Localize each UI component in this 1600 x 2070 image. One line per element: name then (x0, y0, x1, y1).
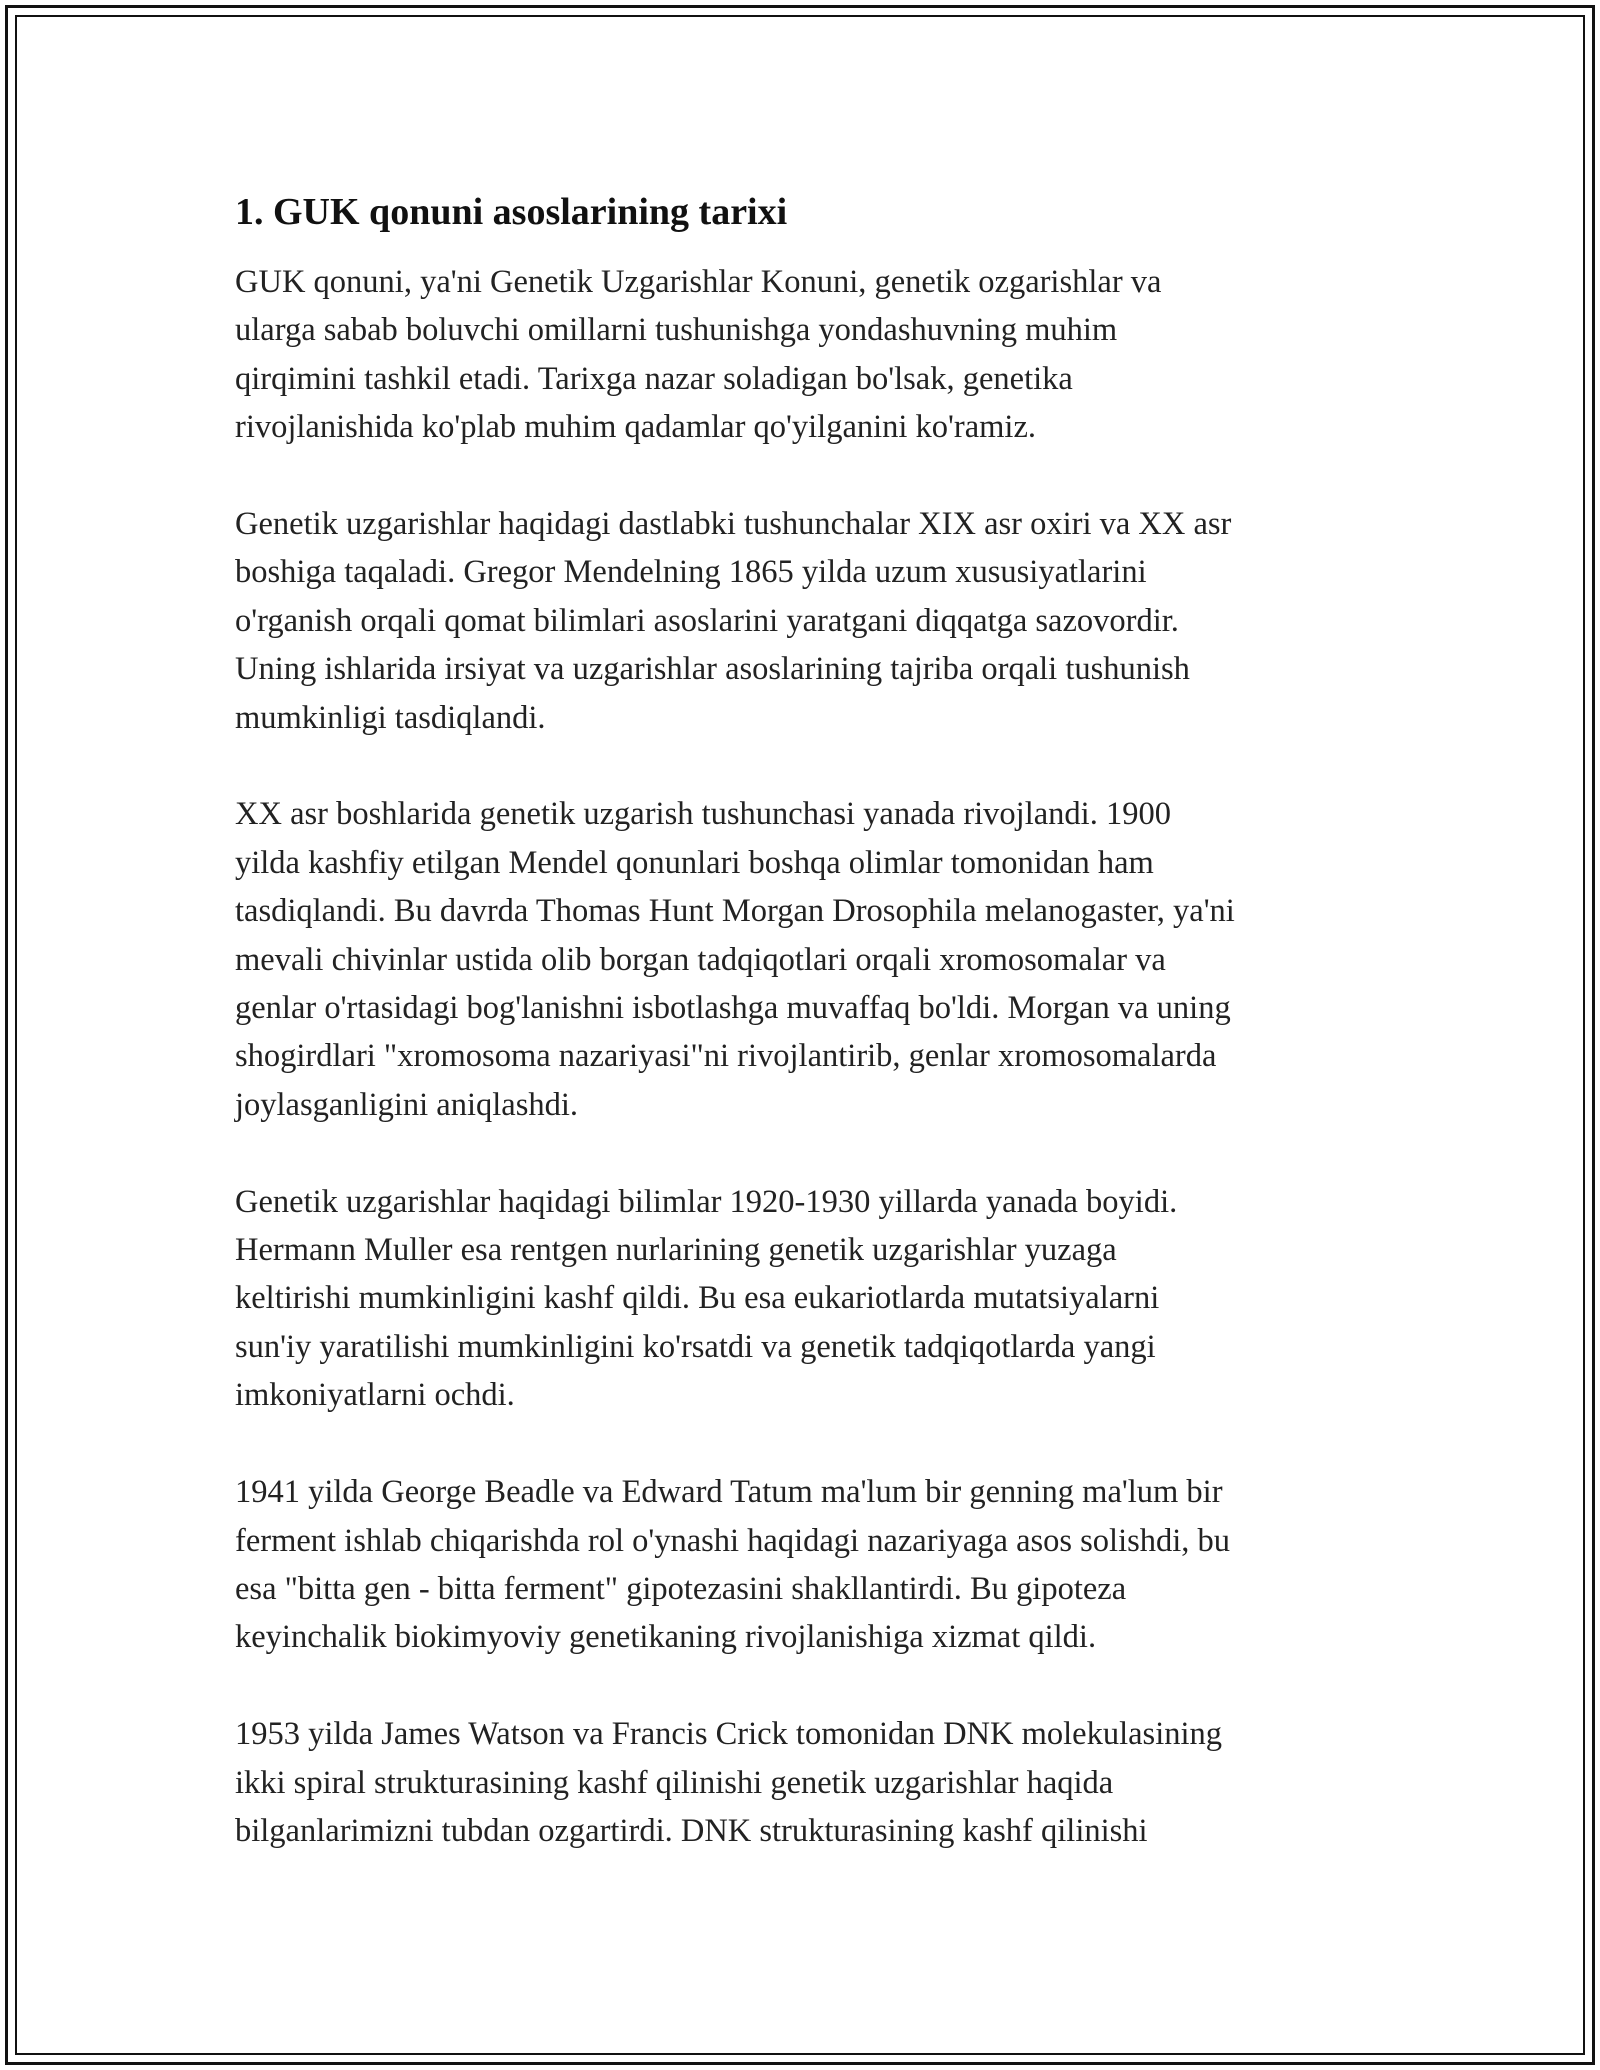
paragraph-5 (235, 1468, 1385, 1662)
document-title: 1. GUK qonuni asoslarining tarixi (235, 191, 788, 233)
text-line: genlar o'rtasidagi bog'lanishni isbotlashga muvaffaq bo'ldi. Morgan va uning (235, 990, 1231, 1027)
text-line: ferment ishlab chiqarishda rol o'ynashi haqidagi nazariyaga asos solishdi, bu (235, 1522, 1231, 1559)
text-line: Genetik uzgarishlar haqidagi bilimlar 1920-1930 yillarda yanada boyidi. (235, 1183, 1178, 1220)
text-line: sun'iy yaratilishi mumkinligini ko'rsatdi va genetik tadqiqotlarda yangi (235, 1328, 1156, 1365)
text-line: tasdiqlandi. Bu davrda Thomas Hunt Morgan Drosophila melanogaster, ya'ni (235, 893, 1235, 930)
text-line: GUK qonuni, ya'ni Genetik Uzgarishlar Konuni, genetik ozgarishlar va (235, 264, 1162, 300)
paragraph-4 (235, 1178, 1385, 1420)
text-line: qirqimini tashkil etadi. Tarixga nazar soladigan bo'lsak, genetika (235, 360, 1073, 397)
text-line: joylasganligini aniqlashdi. (235, 1086, 579, 1123)
text-line: esa "bitta gen - bitta ferment" gipotezasini shakllantirdi. Bu gipoteza (235, 1570, 1127, 1607)
text-line: Hermann Muller esa rentgen nurlarining genetik uzgarishlar yuzaga (235, 1232, 1117, 1269)
paragraph-3 (235, 790, 1385, 1129)
text-line: keyinchalik biokimyoviy genetikaning rivojlanishiga xizmat qildi. (235, 1619, 1097, 1656)
paragraph-1 (235, 258, 1385, 452)
document-body (235, 188, 1385, 1904)
text-line: ikki spiral strukturasining kashf qilinishi genetik uzgarishlar haqida (235, 1764, 1114, 1801)
text-line: Uning ishlarida irsiyat va uzgarishlar asoslarining tajriba orqali tushunish (235, 651, 1190, 688)
paragraph-6 (235, 1710, 1385, 1855)
text-line: mevali chivinlar ustida olib borgan tadqiqotlari orqali xromosomalar va (235, 941, 1166, 978)
text-line: o'rganish orqali qomat bilimlari asoslarini yaratgani diqqatga sazovordir. (235, 602, 1179, 639)
text-line: bilganlarimizni tubdan ozgartirdi. DNK strukturasining kashf qilinishi (235, 1812, 1148, 1849)
paragraph-2 (235, 500, 1385, 742)
text-line: XX asr boshlarida genetik uzgarish tushunchasi yanada rivojlandi. 1900 (235, 796, 1171, 833)
text-line: imkoniyatlarni ochdi. (235, 1377, 515, 1414)
text-line: rivojlanishida ko'plab muhim qadamlar qo'yilganini ko'ramiz. (235, 409, 1037, 446)
text-line: shogirdlari "xromosoma nazariyasi"ni rivojlantirib, genlar xromosomalarda (235, 1038, 1217, 1075)
text-line: boshiga taqaladi. Gregor Mendelning 1865 yilda uzum xususiyatlarini (235, 554, 1147, 591)
text-line: 1953 yilda James Watson va Francis Crick tomonidan DNK molekulasining (235, 1716, 1222, 1753)
text-line: Genetik uzgarishlar haqidagi dastlabki tushunchalar XIX asr oxiri va XX asr (235, 506, 1232, 543)
text-line: mumkinligi tasdiqlandi. (235, 699, 546, 736)
text-line: keltirishi mumkinligini kashf qildi. Bu esa eukariotlarda mutatsiyalarni (235, 1280, 1160, 1317)
text-line: yilda kashfiy etilgan Mendel qonunlari boshqa olimlar tomonidan ham (235, 844, 1154, 881)
text-line: 1941 yilda George Beadle va Edward Tatum ma'lum bir genning ma'lum bir (235, 1474, 1223, 1511)
text-line: ularga sabab boluvchi omillarni tushunishga yondashuvning muhim (235, 312, 1118, 349)
